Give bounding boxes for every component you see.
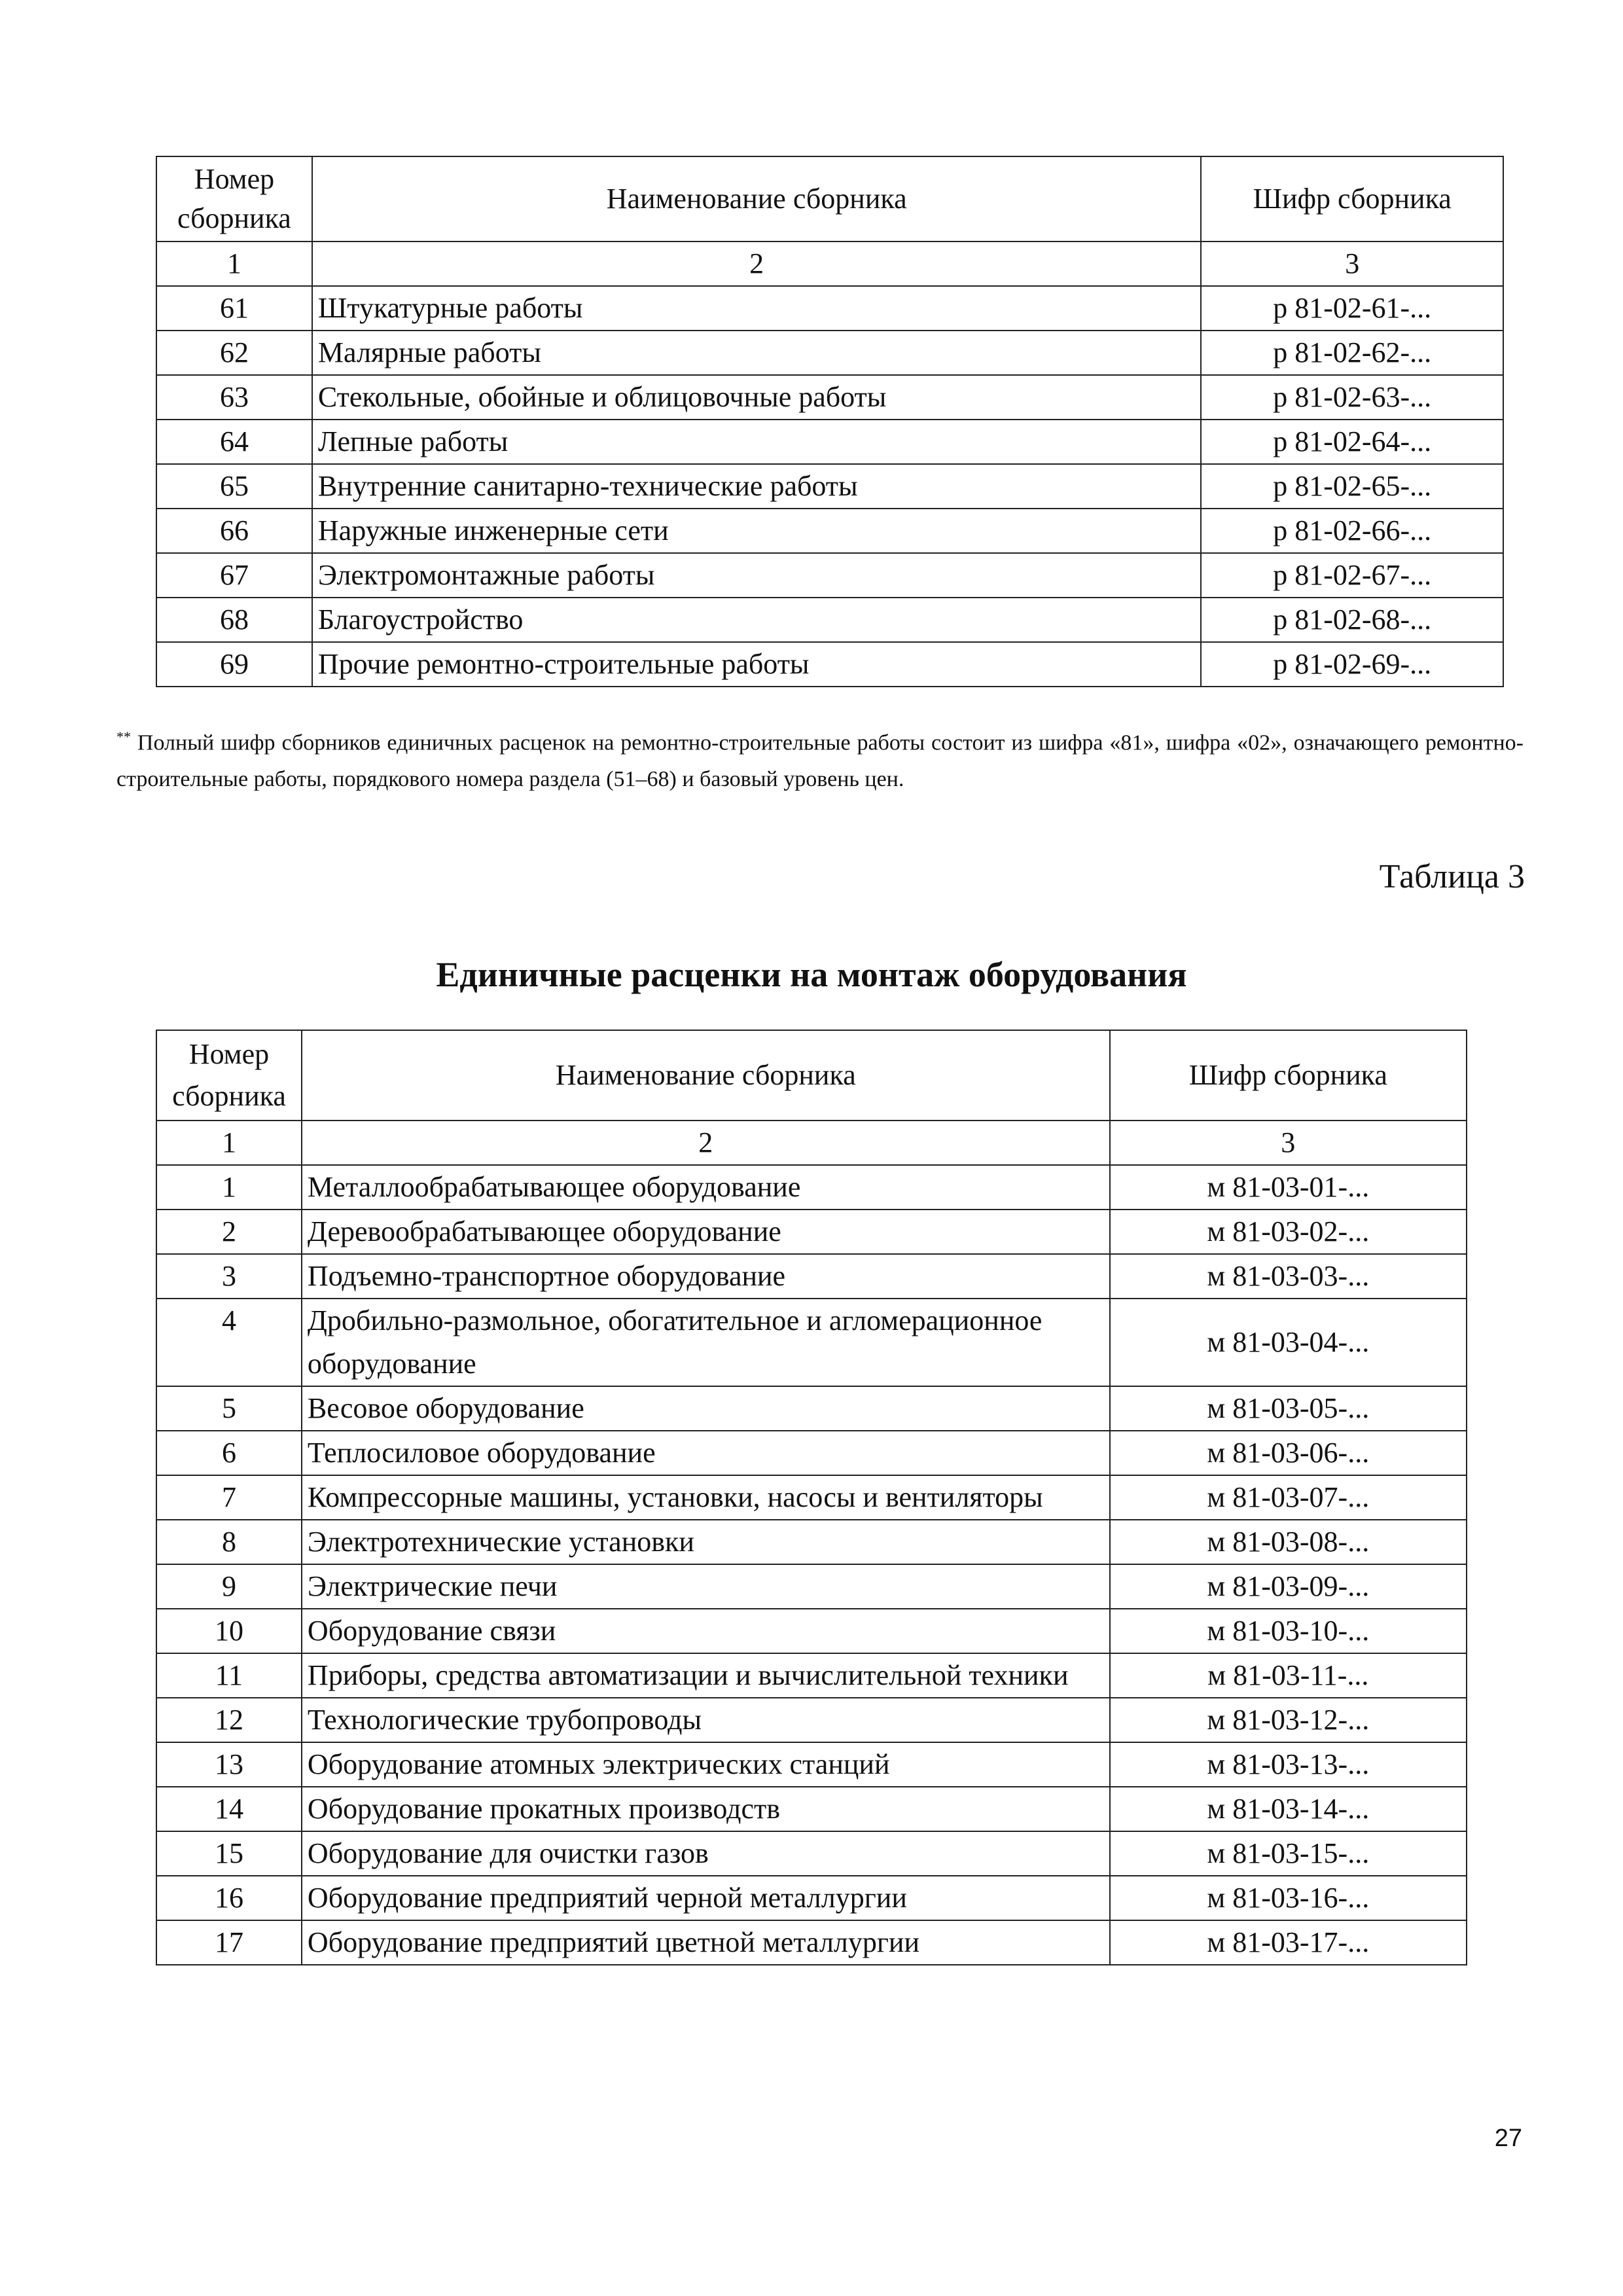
header-name: Наименование сборника [302,1030,1110,1121]
footnote-text: Полный шифр сборников единичных расценок на ремонтно-строительные работы состоит из шифра «81», шифра «02», означающего ремонтно-строительные работы, порядкового номера раздела (51–68) и базовый уровень цен. [116,730,1524,792]
table-row [156,1386,1467,1431]
row-code: м 81-03-06-... [1110,1431,1467,1475]
row-number: 12 [156,1698,302,1742]
row-name: Электротехнические установки [302,1520,1110,1564]
header-number: Номер сборника [156,156,312,242]
header-code: Шифр сборника [1201,156,1503,242]
row-code: м 81-03-09-... [1110,1564,1467,1609]
row-number: 64 [156,420,312,464]
row-code: р 81-02-66-... [1201,509,1503,553]
row-code: м 81-03-05-... [1110,1386,1467,1431]
row-name: Электромонтажные работы [312,553,1202,598]
row-name: Электрические печи [302,1564,1110,1609]
row-number: 1 [156,1165,302,1210]
row-name: Прочие ремонтно-строительные работы [312,642,1202,687]
index-cell: 1 [156,242,312,286]
row-code: м 81-03-01-... [1110,1165,1467,1210]
table-row [156,375,1503,420]
row-code: р 81-02-63-... [1201,375,1503,420]
column-index-row [156,242,1503,286]
row-name: Дробильно-размольное, обогатительное и агломерационное оборудование [302,1299,1110,1386]
row-number: 8 [156,1520,302,1564]
row-number: 63 [156,375,312,420]
row-code: м 81-03-13-... [1110,1742,1467,1787]
row-code: р 81-02-62-... [1201,331,1503,375]
table-row [156,1609,1467,1653]
row-code: р 81-02-65-... [1201,464,1503,509]
row-code: м 81-03-11-... [1110,1653,1467,1698]
table-row [156,1653,1467,1698]
row-name: Штукатурные работы [312,286,1202,331]
table-row [156,1787,1467,1831]
row-number: 4 [156,1299,302,1386]
row-name: Оборудование для очистки газов [302,1831,1110,1876]
row-code: р 81-02-67-... [1201,553,1503,598]
table-header-row [156,156,1503,242]
row-number: 69 [156,642,312,687]
row-number: 65 [156,464,312,509]
footnote-mark: ** [116,728,131,745]
index-cell: 2 [312,242,1202,286]
row-name: Оборудование связи [302,1609,1110,1653]
row-number: 7 [156,1475,302,1520]
table-row [156,1831,1467,1876]
row-number: 13 [156,1742,302,1787]
row-name: Теплосиловое оборудование [302,1431,1110,1475]
row-number: 2 [156,1210,302,1254]
row-code: м 81-03-08-... [1110,1520,1467,1564]
row-number: 6 [156,1431,302,1475]
row-code: м 81-03-17-... [1110,1920,1467,1965]
row-name: Оборудование прокатных производств [302,1787,1110,1831]
row-name: Весовое оборудование [302,1386,1110,1431]
row-number: 14 [156,1787,302,1831]
table-label: Таблица 3 [1379,858,1525,895]
page-number: 27 [1494,2125,1522,2152]
header-code: Шифр сборника [1110,1030,1467,1121]
row-code: м 81-03-15-... [1110,1831,1467,1876]
table-title: Единичные расценки на монтаж оборудования [436,955,1187,994]
table-row [156,464,1503,509]
table-row [156,1475,1467,1520]
row-name: Оборудование атомных электрических станций [302,1742,1110,1787]
table-row [156,331,1503,375]
table-row [156,1431,1467,1475]
row-name: Технологические трубопроводы [302,1698,1110,1742]
header-number: Номер сборника [156,1030,302,1121]
row-number: 67 [156,553,312,598]
row-code: м 81-03-12-... [1110,1698,1467,1742]
row-name: Малярные работы [312,331,1202,375]
row-code: м 81-03-07-... [1110,1475,1467,1520]
table-row [156,1742,1467,1787]
row-name: Наружные инженерные сети [312,509,1202,553]
table-row [156,1254,1467,1299]
row-name: Лепные работы [312,420,1202,464]
row-code: м 81-03-02-... [1110,1210,1467,1254]
collections-table-repair [156,156,1504,687]
table-row [156,286,1503,331]
row-number: 62 [156,331,312,375]
row-number: 9 [156,1564,302,1609]
row-number: 61 [156,286,312,331]
table-row [156,1165,1467,1210]
table-row [156,553,1503,598]
row-name: Благоустройство [312,598,1202,642]
table-row [156,1520,1467,1564]
row-name: Оборудование предприятий черной металлургии [302,1876,1110,1920]
table-row [156,598,1503,642]
row-number: 66 [156,509,312,553]
row-code: р 81-02-68-... [1201,598,1503,642]
row-number: 15 [156,1831,302,1876]
row-code: м 81-03-03-... [1110,1254,1467,1299]
table-row [156,509,1503,553]
row-name: Деревообрабатывающее оборудование [302,1210,1110,1254]
row-number: 5 [156,1386,302,1431]
row-name: Металлообрабатывающее оборудование [302,1165,1110,1210]
row-code: м 81-03-10-... [1110,1609,1467,1653]
row-code: р 81-02-61-... [1201,286,1503,331]
index-cell: 1 [156,1121,302,1165]
table-row [156,1698,1467,1742]
row-code: р 81-02-64-... [1201,420,1503,464]
row-name: Оборудование предприятий цветной металлургии [302,1920,1110,1965]
row-name: Стекольные, обойные и облицовочные работы [312,375,1202,420]
row-number: 3 [156,1254,302,1299]
column-index-row [156,1121,1467,1165]
index-cell: 3 [1110,1121,1467,1165]
table-row [156,1920,1467,1965]
table-header-row [156,1030,1467,1121]
row-number: 10 [156,1609,302,1653]
row-name: Внутренние санитарно-технические работы [312,464,1202,509]
table-row [156,420,1503,464]
table-row [156,1876,1467,1920]
table-row [156,1299,1467,1386]
row-number: 16 [156,1876,302,1920]
row-code: м 81-03-04-... [1110,1299,1467,1386]
footnote [116,719,1524,798]
row-number: 11 [156,1653,302,1698]
table-row [156,1210,1467,1254]
row-name: Приборы, средства автоматизации и вычислительной техники [302,1653,1110,1698]
table-row [156,642,1503,687]
row-number: 68 [156,598,312,642]
table-row [156,1564,1467,1609]
header-name: Наименование сборника [312,156,1202,242]
row-name: Компрессорные машины, установки, насосы и вентиляторы [302,1475,1110,1520]
collections-table-equipment [156,1030,1467,1965]
row-code: р 81-02-69-... [1201,642,1503,687]
index-cell: 2 [302,1121,1110,1165]
row-name: Подъемно-транспортное оборудование [302,1254,1110,1299]
index-cell: 3 [1201,242,1503,286]
row-code: м 81-03-16-... [1110,1876,1467,1920]
row-code: м 81-03-14-... [1110,1787,1467,1831]
row-number: 17 [156,1920,302,1965]
